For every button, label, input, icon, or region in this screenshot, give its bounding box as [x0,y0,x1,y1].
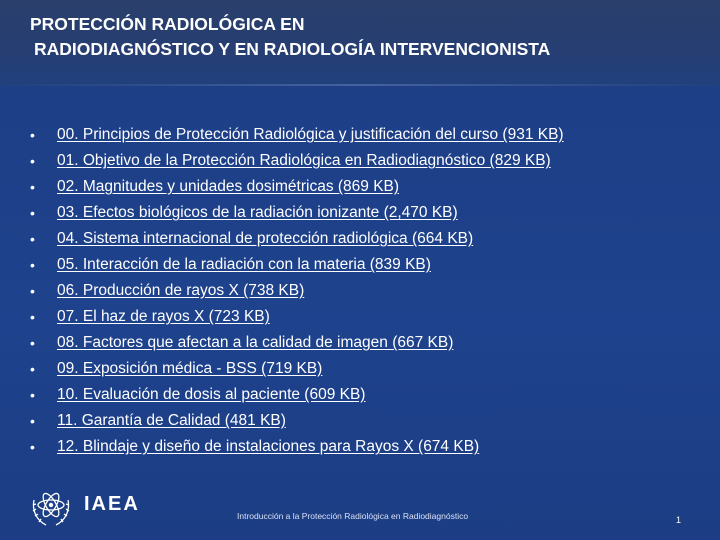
bullet-icon: • [30,439,35,455]
module-link-09[interactable]: 09. Exposición médica - BSS (719 KB) [57,360,323,377]
bullet-icon: • [30,153,35,169]
list-item [30,252,564,278]
list-item [30,434,564,460]
footer-course-title: Introducción a la Protección Radiológica en Radiodiagnóstico [237,511,469,521]
module-link-03[interactable]: 03. Efectos biológicos de la radiación ionizante (2,470 KB) [57,204,458,221]
list-item [30,226,564,252]
title-divider [0,84,720,86]
list-item [30,122,564,148]
module-link-04[interactable]: 04. Sistema internacional de protección radiológica (664 KB) [57,230,474,247]
list-item [30,174,564,200]
list-item [30,408,564,434]
list-item [30,200,564,226]
bullet-icon: • [30,205,35,221]
slide-title [30,12,700,62]
bullet-icon: • [30,283,35,299]
module-link-06[interactable]: 06. Producción de rayos X (738 KB) [57,282,305,299]
module-link-00[interactable]: 00. Principios de Protección Radiológica y justificación del curso (931 KB) [57,126,564,143]
module-link-02[interactable]: 02. Magnitudes y unidades dosimétricas (869 KB) [57,178,400,195]
module-link-07[interactable]: 07. El haz de rayos X (723 KB) [57,308,270,325]
slide-title-line-2: RADIODIAGNÓSTICO Y EN RADIOLOGÍA INTERVENCIONISTA [34,39,551,59]
list-item [30,330,564,356]
iaea-logo [28,484,163,530]
bullet-icon: • [30,231,35,247]
slide-title-line-1: PROTECCIÓN RADIOLÓGICA EN [30,14,305,34]
bullet-icon: • [30,335,35,351]
list-item [30,278,564,304]
iaea-wordmark: IAEA [84,492,140,515]
list-item [30,148,564,174]
bullet-icon: • [30,361,35,377]
list-item [30,382,564,408]
module-link-08[interactable]: 08. Factores que afectan a la calidad de imagen (667 KB) [57,334,454,351]
module-link-01[interactable]: 01. Objetivo de la Protección Radiológica en Radiodiagnóstico (829 KB) [57,152,551,169]
bullet-icon: • [30,413,35,429]
bullet-icon: • [30,257,35,273]
iaea-emblem-icon [28,484,74,530]
module-link-10[interactable]: 10. Evaluación de dosis al paciente (609 KB) [57,386,366,403]
module-link-05[interactable]: 05. Interacción de la radiación con la materia (839 KB) [57,256,431,273]
module-link-11[interactable]: 11. Garantía de Calidad (481 KB) [57,412,286,429]
list-item [30,356,564,382]
page-number: 1 [676,515,682,525]
bullet-icon: • [30,387,35,403]
module-link-12[interactable]: 12. Blindaje y diseño de instalaciones para Rayos X (674 KB) [57,438,480,455]
bullet-icon: • [30,309,35,325]
module-link-list [30,122,564,460]
bullet-icon: • [30,127,35,143]
list-item [30,304,564,330]
bullet-icon: • [30,179,35,195]
